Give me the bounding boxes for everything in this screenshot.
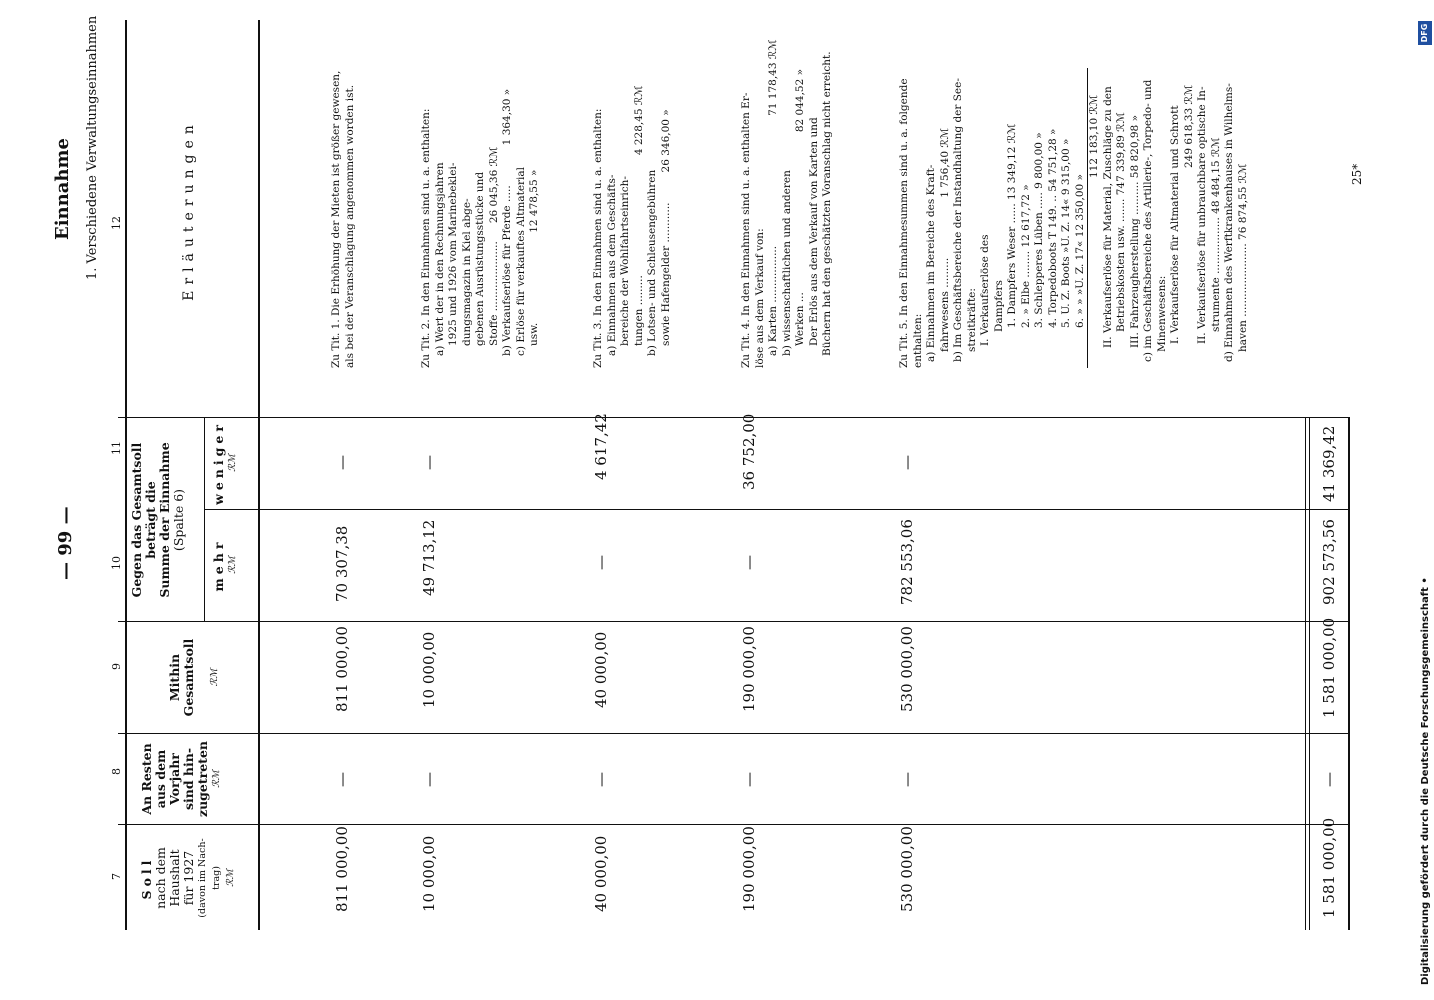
row1-gesamtsoll: 811 000,00 (333, 626, 351, 712)
row2-weniger: — (420, 455, 438, 470)
col-sep-2 (118, 733, 1350, 734)
rule-top (125, 20, 127, 930)
section-title: Einnahme (52, 138, 73, 240)
header-col10-11: Gegen das Gesamtsoll beträgt die Summe der Einnahme (Spalte 6) (129, 442, 186, 598)
note-tit3: Zu Tit. 3. In den Einnahmen sind u. a. enthalten: a) Einnahmen aus dem Geschäfts- bereiche der Wohlfahrtseinrich- tungen .........4 228,45 ℛℳ b) Lotsen- und Schleusengebühren sowie Hafengelder ............26 346,00 » (592, 85, 672, 368)
section-subtitle: 1. Verschiedene Verwaltungseinnahmen (85, 15, 100, 280)
row1-reste: — (333, 772, 351, 787)
row1-weniger: — (333, 455, 351, 470)
row4-reste: — (740, 772, 758, 787)
total-reste: — (1320, 772, 1338, 787)
total-gesamtsoll: 1 581 000,00 (1320, 617, 1338, 718)
colnum-7: 7 (110, 873, 123, 880)
row4-weniger: 36 752,00 (740, 413, 758, 490)
row2-reste: — (420, 772, 438, 787)
row4-gesamtsoll: 190 000,00 (740, 626, 758, 712)
rule-subheader (204, 418, 205, 622)
colnum-10: 10 (110, 556, 123, 570)
header-col7: Soll nach dem Haushalt für 1927 (davon im Nach- trag) ℛℳ (139, 838, 236, 918)
row5-reste: — (898, 772, 916, 787)
note-tit1: Zu Tit. 1. Die Erhöhung der Mieten ist größer gewesen, als bei der Veranschlagung angenommen worden ist. (330, 70, 356, 368)
row3-weniger: 4 617,42 (592, 413, 610, 480)
row3-gesamtsoll: 40 000,00 (592, 631, 610, 708)
col-sep-4 (205, 509, 1350, 510)
row3-mehr: — (592, 555, 610, 570)
row2-mehr: 49 713,12 (420, 519, 438, 596)
total-weniger: 41 369,42 (1320, 425, 1338, 502)
row5-soll: 530 000,00 (898, 826, 916, 912)
header-col11: weniger ℛℳ (211, 421, 238, 505)
colnum-9: 9 (110, 663, 123, 670)
total-soll: 1 581 000,00 (1320, 817, 1338, 918)
dfg-credit: Digitalisierung gefördert durch die Deutsche Forschungsgemeinschaft • (1420, 577, 1431, 985)
col-sep-1 (118, 824, 1350, 825)
colnum-11: 11 (110, 441, 123, 455)
colnum-12: 12 (110, 216, 123, 230)
row4-mehr: — (740, 555, 758, 570)
row2-gesamtsoll: 10 000,00 (420, 631, 438, 708)
note-tit2: Zu Tit. 2. In den Einnahmen sind u. a. enthalten: a) Wert der in den Rechnungsjahren 1925 und 1926 vom Marinebeklei- dungsmagazin in Kiel abge- gebenen Ausrüstungsstücke und Stoffe .....................26 045,36 ℛℳ b) Verkaufserlöse für Pferde .....1 364,30 » c) Erlöse für verkauftes Altmaterial usw.12 478,55 » (420, 88, 540, 368)
header-col9: Mithin Gesamtsoll ℛℳ (167, 638, 220, 717)
rule-total-2 (1309, 418, 1310, 930)
row5-mehr: 782 553,06 (898, 519, 916, 605)
dfg-logo: DFG (1418, 21, 1432, 45)
row3-reste: — (592, 772, 610, 787)
row2-soll: 10 000,00 (420, 835, 438, 912)
row4-soll: 190 000,00 (740, 826, 758, 912)
colnum-8: 8 (110, 768, 123, 775)
note-tit4: Zu Tit. 4. In den Einnahmen sind u. a. enthalten Er- löse aus dem Verkauf von: a) Karten .................71 178,43 ℛℳ b) wissenschaftlichen und anderen Werken ...82 044,52 » Der Erlös aus dem Verkauf von Karten und Büchern hat den geschätzten Voranschlag nicht erreicht. (740, 39, 833, 368)
header-col10: mehr ℛℳ (211, 538, 238, 592)
rule-total-1 (1305, 418, 1306, 930)
col-sep-5 (118, 417, 1350, 418)
row5-weniger: — (898, 455, 916, 470)
header-col8: An Resten aus dem Vorjahr sind hin- zugetreten ℛℳ (139, 741, 222, 818)
total-mehr: 902 573,56 (1320, 519, 1338, 605)
row5-gesamtsoll: 530 000,00 (898, 626, 916, 712)
row1-mehr: 70 307,38 (333, 525, 351, 602)
row1-soll: 811 000,00 (333, 826, 351, 912)
rule-header (258, 20, 260, 930)
sheet-mark: 25* (1350, 163, 1364, 185)
header-col12: Erläuterungen (181, 119, 197, 301)
col-sep-3 (118, 621, 1350, 622)
rule-bottom (1348, 418, 1350, 930)
row3-soll: 40 000,00 (592, 835, 610, 912)
page-number: — 99 — (55, 506, 76, 580)
note-tit5: Zu Tit. 5. In den Einnahmesummen sind u. a. folgende enthalten: a) Einnahmen im Bereiche des Kraft- fahrwesens .........1 756,40 ℛℳ b) Im Geschäftsbereiche der Instandhaltung der See- streitkräfte: I. Verkaufserlöse des Dampfers 1. Dampfers Weser ...... 13 349,12 ℛℳ 2. » Elbe ........ 12 617,72 » 3. Schlepperes Lüben ..... 9 800,00 » 4. Torpedoboots T 149. .. 54 751,28 » 5. U. Z. Boots »U. Z. 14« 9 315,00 » 6. » » »U. Z. 17« 12 350,00 » 112 183,10 ℛℳ II. Verkaufserlöse für Material, Zuschläge zu den Betriebskosten usw. ....... 747 339,89 ℛℳ III. Fahrzeugherstellung .......... 58 820,98 » c) im Geschäftsbereiche des Artillerie-, Torpedo- und Minenwesens: I. Verkaufserlöse für Altmaterial und Schrott 249 618,33 ℛℳ II. Verkaufserlöse für unbrauchbare optische In- strumente ................. 48 484,15 ℛℳ d) Einnahmen des Werftkrankenhauses in Wilhelms- haven ...................... 76 874,55 ℛℳ (898, 8, 1250, 368)
